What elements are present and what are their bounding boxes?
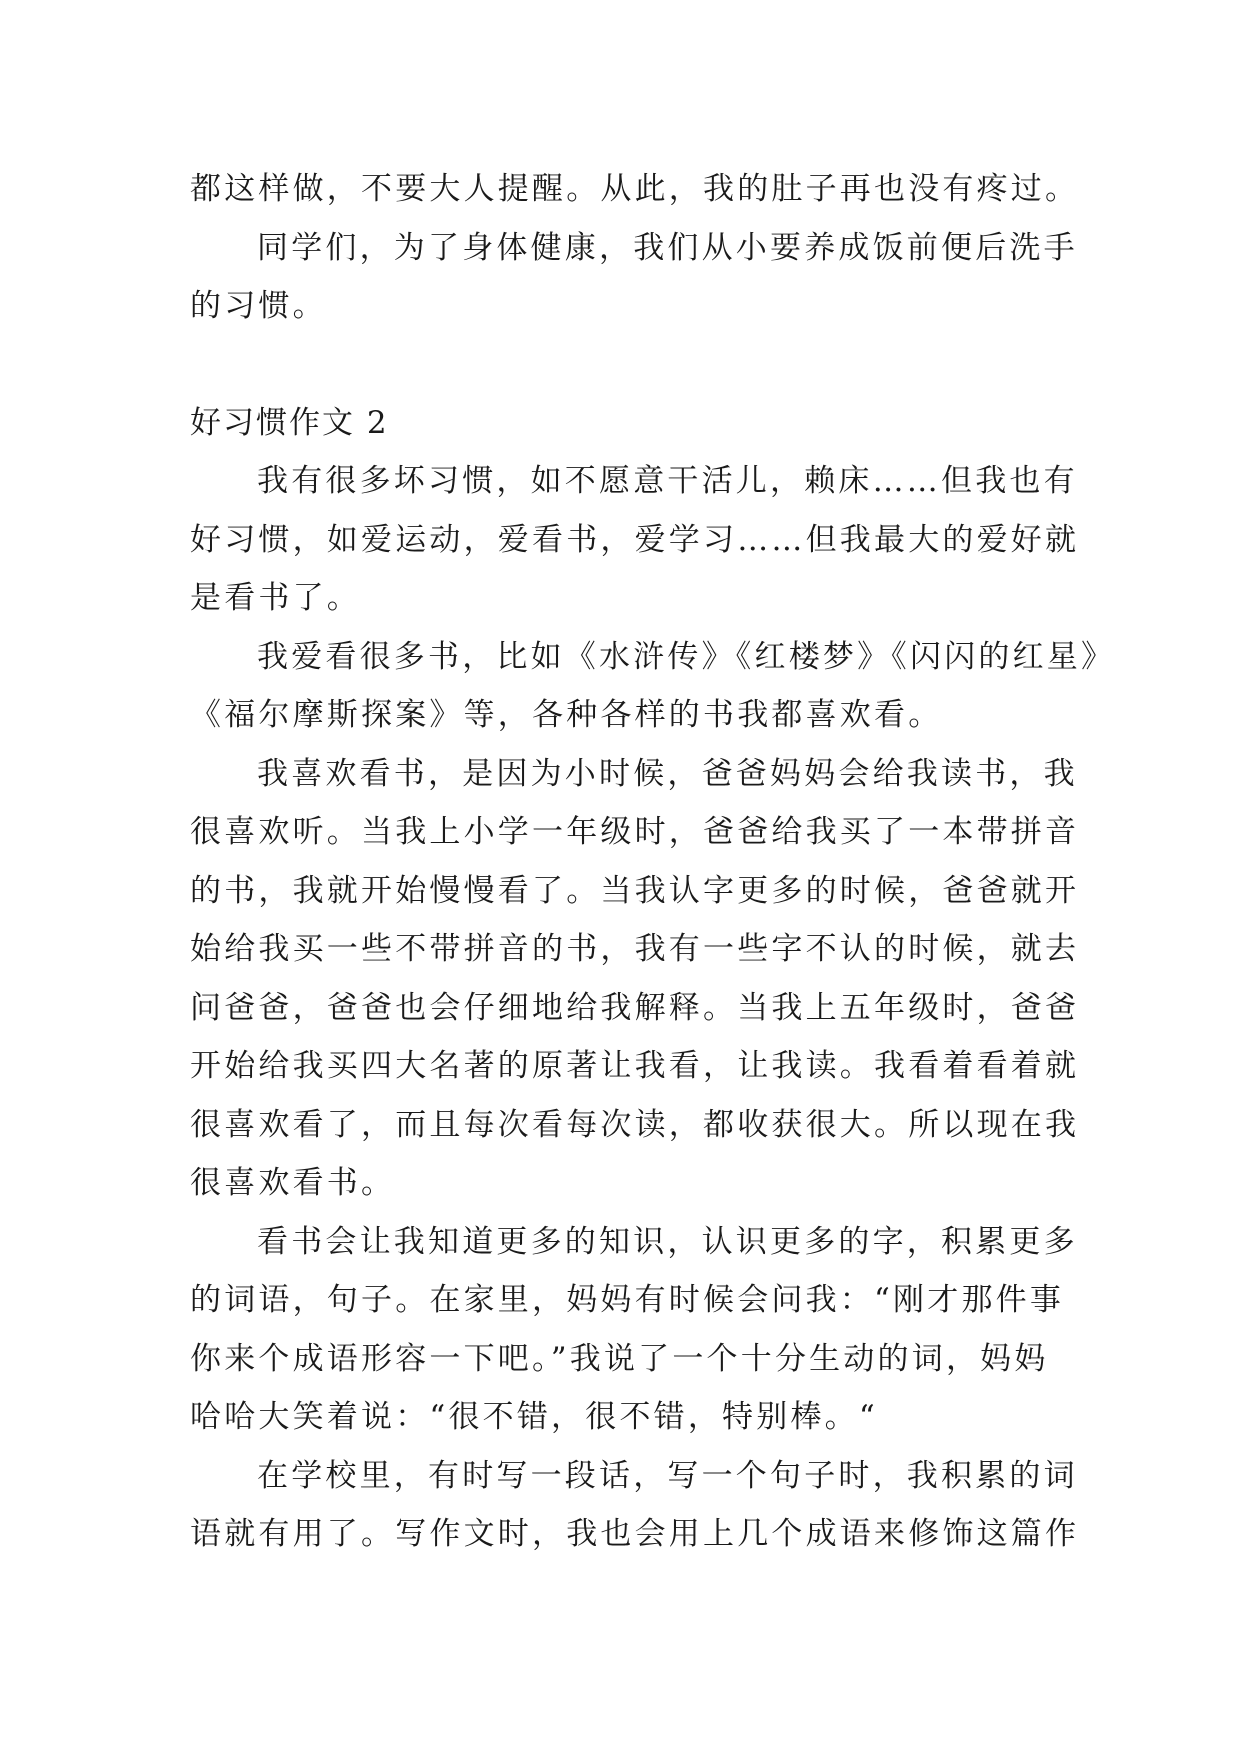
text-line: 同学们，为了身体健康，我们从小要养成饭前便后洗手 [257,229,1078,266]
text-line: 很喜欢看书。 [190,1165,396,1201]
section1-tail [190,160,1080,336]
text-line: 看书会让我知道更多的知识，认识更多的字，积累更多 [257,1223,1078,1260]
text-line: 的书，我就开始慢慢看了。当我认字更多的时候，爸爸就开 [190,872,1080,909]
text-line: 我喜欢看书，是因为小时候，爸爸妈妈会给我读书，我 [257,755,1078,792]
text-line: 的习惯。 [190,288,327,324]
text-line: 是看书了。 [190,580,361,616]
text-line: 语就有用了。写作文时，我也会用上几个成语来修饰这篇作 [190,1516,1080,1552]
text-line: 好习惯，如爱运动，爱看书，爱学习……但我最大的爱好就 [190,521,1080,558]
document-page [190,160,1116,1564]
text-line: 哈哈大笑着说：“很不错，很不错，特别棒。“ [190,1399,878,1435]
text-line: 很喜欢听。当我上小学一年级时，爸爸给我买了一本带拼音 [190,814,1080,850]
text-line: 始给我买一些不带拼音的书，我有一些字不认的时候，就去 [190,931,1080,967]
text-line: 在学校里，有时写一段话，写一个句子时，我积累的词 [257,1457,1078,1494]
text-line: 我爱看很多书，比如《水浒传》《红楼梦》《闪闪的红星》 [257,638,1116,675]
section-gap [190,336,1065,394]
text-line: 我有很多坏习惯，如不愿意干活儿，赖床……但我也有 [257,463,1078,499]
text-line: 你来个成语形容一下吧。”我说了一个十分生动的词，妈妈 [190,1340,1049,1377]
text-line: 《福尔摩斯探案》等，各种各样的书我都喜欢看。 [190,697,943,733]
text-line: 都这样做，不要大人提醒。从此，我的肚子再也没有疼过。 [190,171,1080,207]
text-line: 开始给我买四大名著的原著让我看，让我读。我看着看着就 [190,1048,1080,1084]
text-line: 问爸爸，爸爸也会仔细地给我解释。当我上五年级时，爸爸 [190,989,1080,1026]
text-line: 的词语，句子。在家里，妈妈有时候会问我：“刚才那件事 [190,1282,1065,1318]
text-line: 很喜欢看了，而且每次看每次读，都收获很大。所以现在我 [190,1106,1080,1143]
section2 [190,394,1116,1564]
section-title: 好习惯作文 2 [190,404,389,441]
